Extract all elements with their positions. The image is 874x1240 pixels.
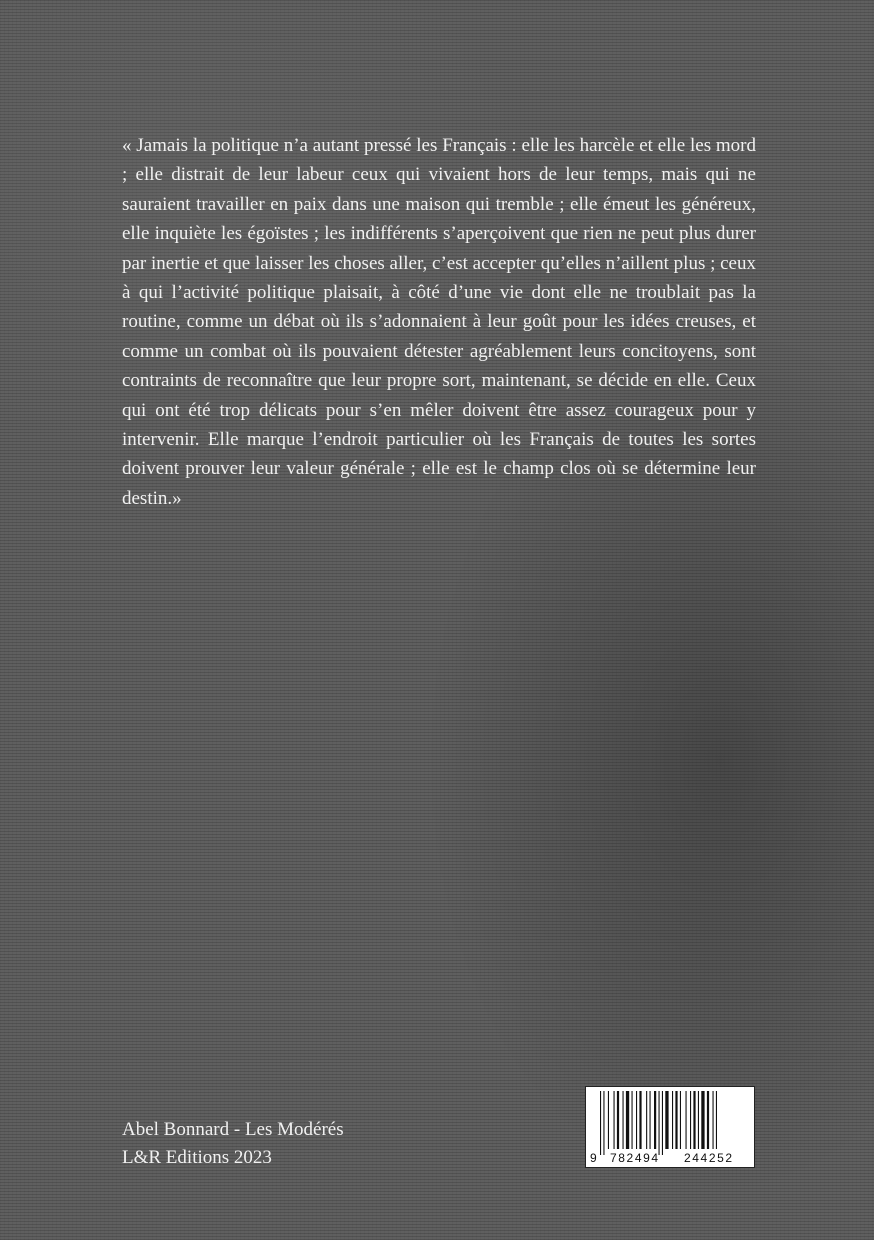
barcode-bar [672, 1091, 673, 1149]
isbn-barcode [585, 1086, 755, 1168]
barcode-bar [680, 1091, 681, 1149]
barcode-digit-first: 9 [590, 1151, 597, 1165]
publisher-year: L&R Editions 2023 [122, 1147, 272, 1168]
back-cover-quote: « Jamais la politique n’a autant pressé les Français : elle les harcèle et elle les mord ; elle distrait de leur labeur ceux qui vivaient hors de leur temps, mais qui ne sauraient travailler en paix dans une maison qui tremble ; elle émeut les généreux, elle inquiète les égoïstes ; les indifférents s’aperçoivent que rien ne peut plus durer par inertie et que laisser les choses aller, c’est accepter qu’elles n’aillent plus ; ceux à qui l’activité politique plaisait, à côté d’une vie dont elle ne troublait pas la routine, comme un débat où ils s’adonnaient à leur goût pour les idées creuses, et comme un combat où ils pouvaient détester agréablement leurs concitoyens, sont contraints de reconnaître que leur propre sort, maintenant, se décide en elle. Ceux qui ont été trop délicats pour s’en mêler doivent être assez courageux pour y intervenir. Elle marque l’endroit particulier où les Français de toutes les sortes doivent prouver leur valeur générale ; elle est le champ clos où se détermine leur destin.» [122, 135, 756, 509]
barcode-bar [659, 1091, 660, 1155]
barcode-bar [603, 1091, 604, 1155]
credits-block [122, 1116, 344, 1172]
barcode-bar [608, 1091, 609, 1149]
barcode-graphic [586, 1087, 754, 1167]
barcode-bar [701, 1091, 704, 1149]
author-title: Abel Bonnard - Les Modérés [122, 1119, 344, 1140]
barcode-bar [600, 1091, 601, 1155]
barcode-bar [716, 1091, 717, 1149]
barcode-bar [675, 1091, 677, 1149]
barcode-bar [650, 1091, 651, 1149]
barcode-digits-left: 782494 [610, 1151, 660, 1165]
barcode-bar [707, 1091, 709, 1149]
barcode-bar [662, 1091, 663, 1155]
barcode-bars [600, 1091, 717, 1155]
barcode-digits-right: 244252 [684, 1151, 734, 1165]
barcode-bar [636, 1091, 637, 1149]
barcode-bar [686, 1091, 687, 1149]
barcode-bar [646, 1091, 647, 1149]
barcode-bar [698, 1091, 699, 1149]
barcode-bar [614, 1091, 615, 1149]
barcode-bar [690, 1091, 691, 1149]
barcode-bar [693, 1091, 695, 1149]
barcode-bar [639, 1091, 641, 1149]
barcode-bar [654, 1091, 656, 1149]
barcode-bar [665, 1091, 668, 1149]
barcode-bar [713, 1091, 714, 1149]
barcode-bar [623, 1091, 624, 1149]
barcode-bar [632, 1091, 633, 1149]
barcode-bar [626, 1091, 629, 1149]
barcode-bar [617, 1091, 619, 1149]
